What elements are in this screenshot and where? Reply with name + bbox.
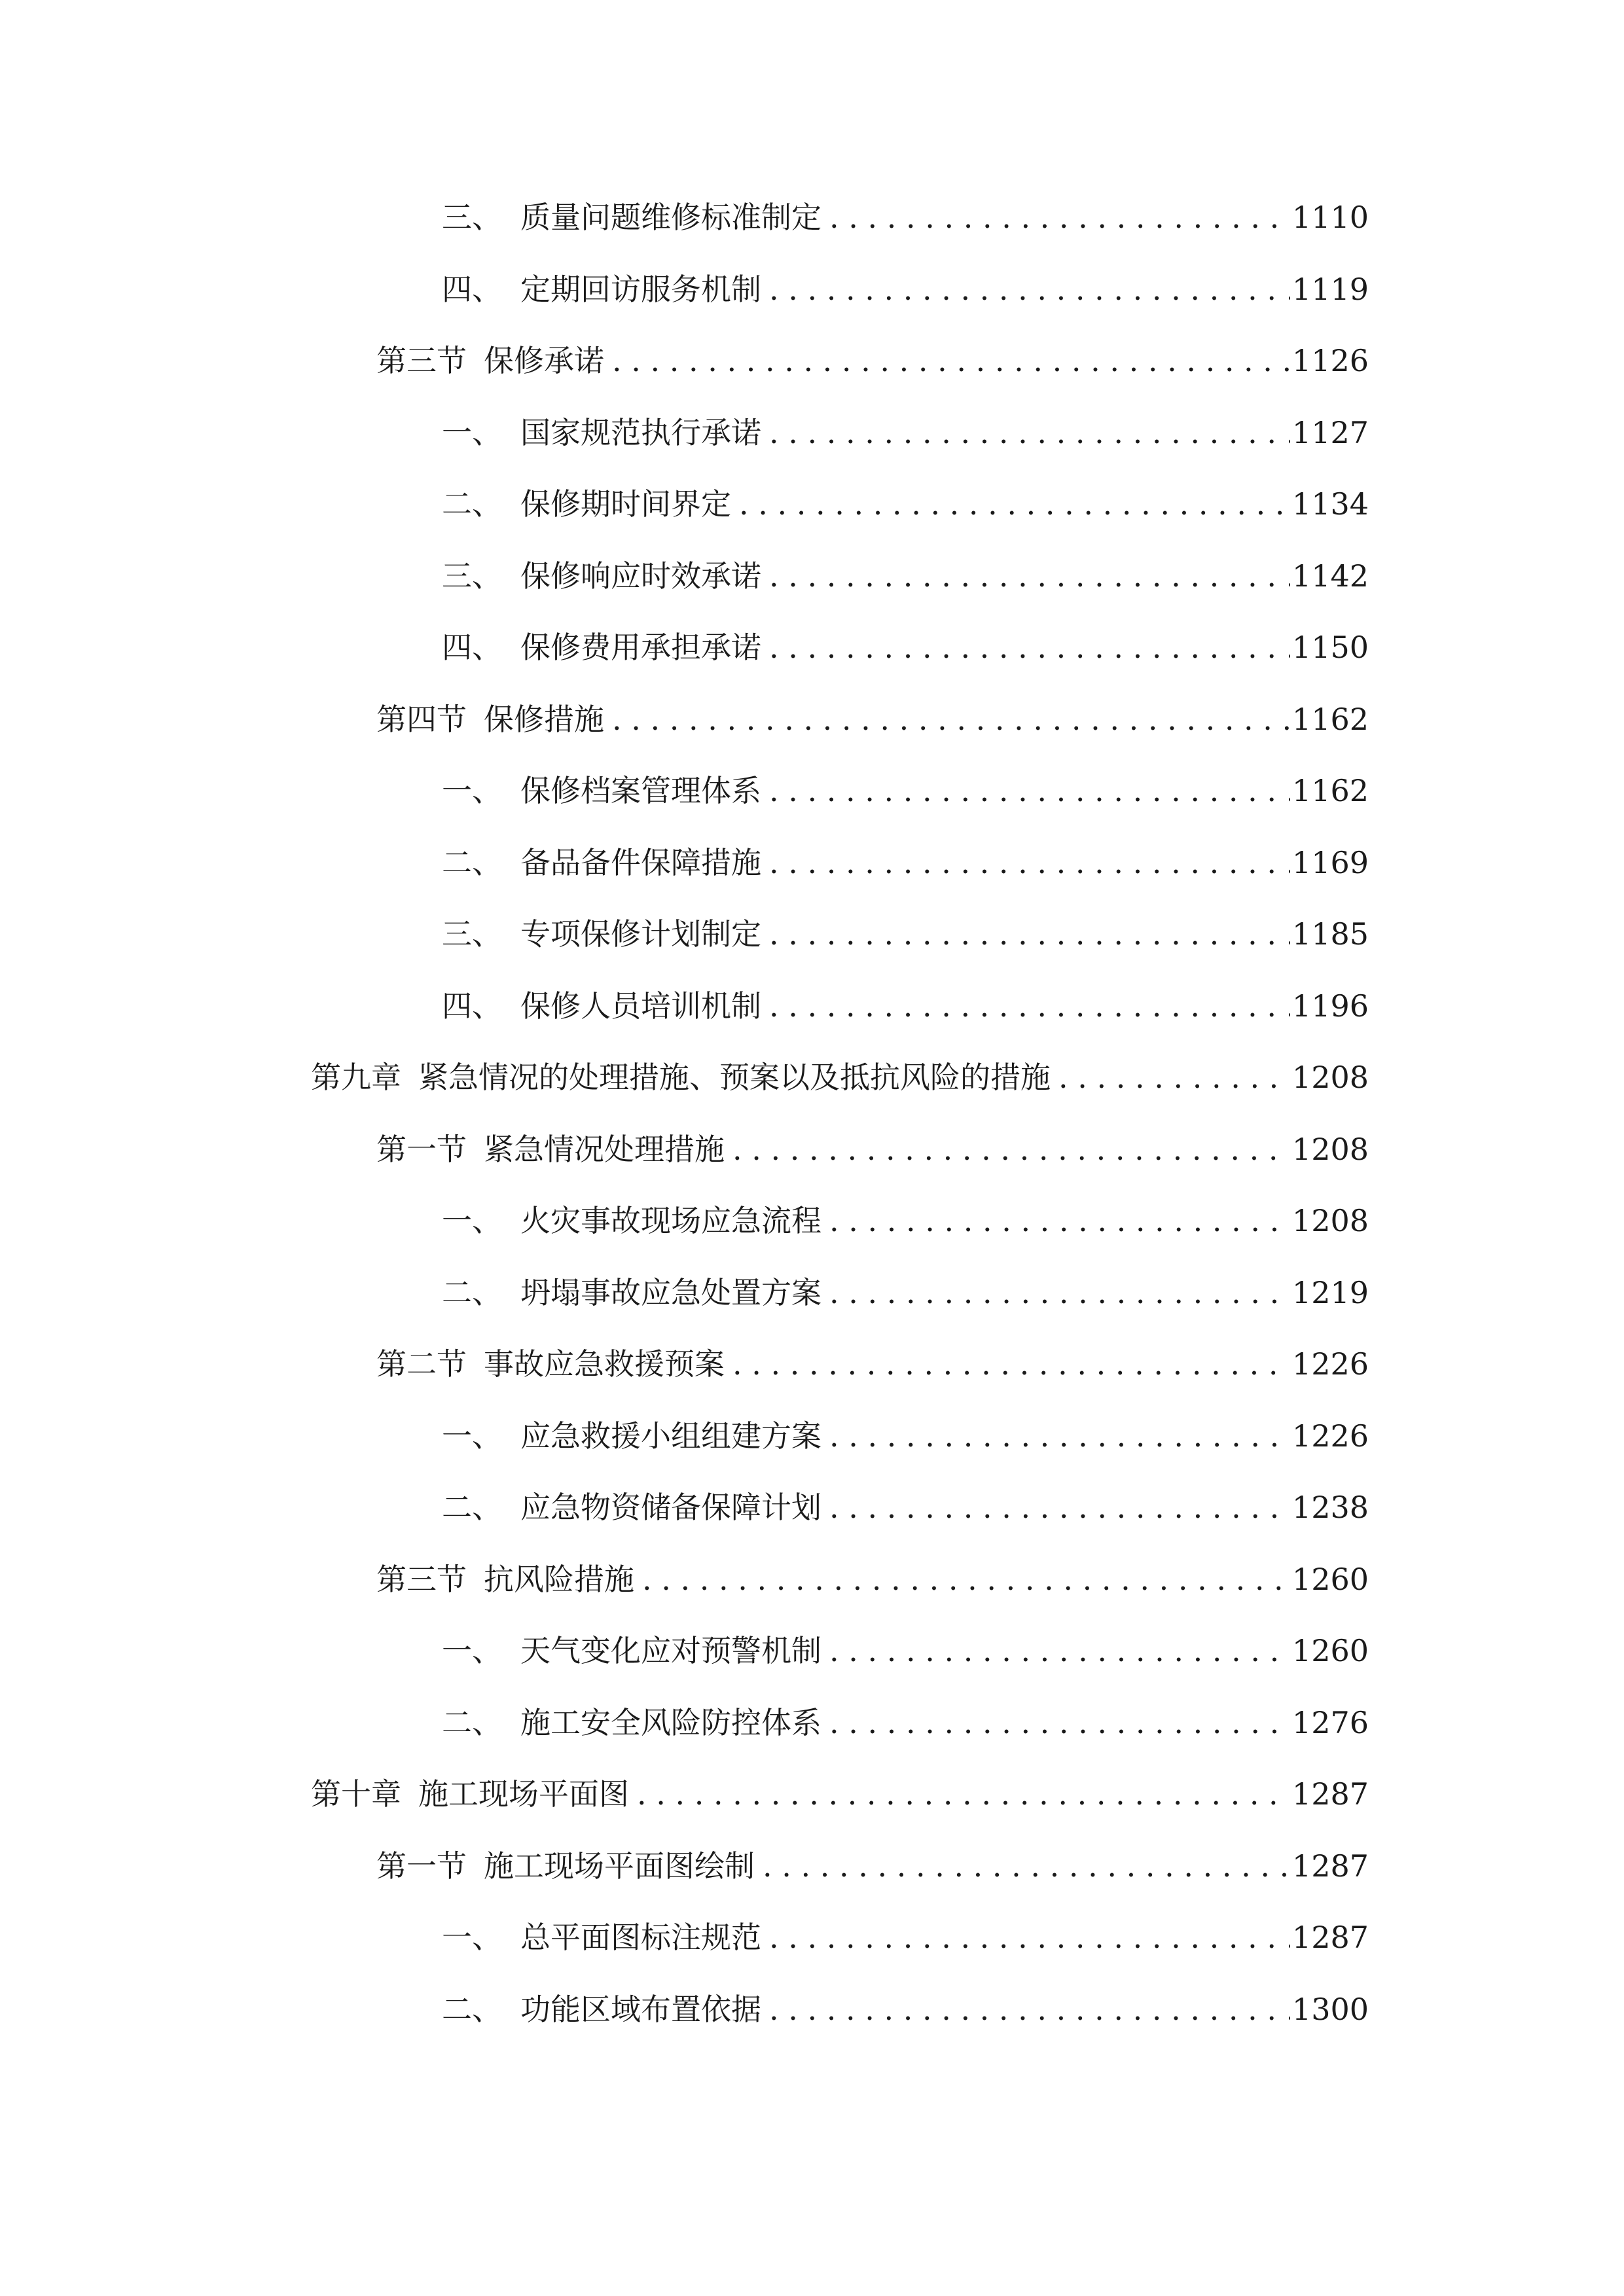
toc-entry-page: 1219 (1291, 1274, 1369, 1310)
toc-entry[interactable] (0, 755, 1624, 827)
toc-entry-number: 第三节 (376, 1561, 467, 1597)
toc-entry-number: 二、 (442, 1704, 502, 1740)
toc-entry-number: 第十章 (311, 1776, 401, 1812)
toc-dot-leader (761, 827, 1290, 899)
toc-entry-page: 1260 (1291, 1633, 1369, 1668)
toc-entry-title: 施工现场平面图 (418, 1776, 629, 1812)
toc-dot-leader (761, 612, 1290, 684)
toc-entry-title: 功能区域布置依据 (520, 1991, 761, 2027)
toc-dot-leader (634, 1544, 1290, 1616)
toc-entry-title: 保修措施 (484, 701, 604, 737)
toc-dot-leader (821, 1687, 1290, 1759)
toc-dot-leader (761, 397, 1290, 469)
toc-dot-leader (604, 325, 1290, 397)
toc-entry[interactable] (0, 827, 1624, 899)
toc-entry[interactable] (0, 1974, 1624, 2046)
toc-entry[interactable] (0, 397, 1624, 469)
toc-entry[interactable] (0, 469, 1624, 541)
toc-entry[interactable] (0, 1401, 1624, 1473)
toc-entry[interactable] (0, 1544, 1624, 1616)
toc-entry-page: 1150 (1291, 630, 1369, 665)
toc-entry[interactable] (0, 1114, 1624, 1186)
toc-entry[interactable] (0, 1257, 1624, 1329)
toc-entry[interactable] (0, 325, 1624, 397)
toc-entry-title: 天气变化应对预警机制 (520, 1633, 821, 1668)
toc-entry-title: 质量问题维修标准制定 (520, 200, 821, 235)
toc-entry-page: 1287 (1291, 1920, 1369, 1955)
toc-entry-number: 四、 (442, 988, 502, 1024)
toc-dot-leader (761, 755, 1290, 827)
toc-entry-title: 紧急情况的处理措施、预案以及抵抗风险的措施 (418, 1060, 1051, 1095)
toc-dot-leader (761, 254, 1290, 326)
toc-dot-leader (731, 469, 1290, 541)
toc-dot-leader (725, 1114, 1290, 1186)
toc-dot-leader (821, 1615, 1290, 1687)
toc-entry-title: 总平面图标注规范 (520, 1920, 761, 1955)
toc-entry-number: 三、 (442, 200, 502, 235)
toc-entry[interactable] (0, 1615, 1624, 1687)
toc-entry[interactable] (0, 1759, 1624, 1831)
toc-entry-page: 1238 (1291, 1490, 1369, 1525)
toc-entry-number: 一、 (442, 414, 502, 450)
toc-entry[interactable] (0, 1902, 1624, 1974)
toc-entry-number: 四、 (442, 630, 502, 665)
toc-entry-number: 第一节 (376, 1131, 467, 1167)
toc-entry-page: 1226 (1291, 1418, 1369, 1454)
toc-entry-page: 1110 (1291, 200, 1369, 235)
toc-entry-page: 1287 (1291, 1848, 1369, 1884)
toc-entry-title: 施工安全风险防控体系 (520, 1704, 821, 1740)
toc-entry-number: 一、 (442, 1633, 502, 1668)
toc-entry[interactable] (0, 684, 1624, 756)
toc-entry-title: 应急救援小组组建方案 (520, 1418, 821, 1454)
toc-entry-page: 1169 (1291, 844, 1369, 880)
toc-dot-leader (761, 1974, 1290, 2046)
toc-entry[interactable] (0, 612, 1624, 684)
toc-entry-number: 第四节 (376, 701, 467, 737)
toc-dot-leader (629, 1759, 1290, 1831)
toc-dot-leader (821, 182, 1290, 254)
toc-dot-leader (761, 971, 1290, 1043)
toc-entry-number: 四、 (442, 271, 502, 307)
toc-entry-title: 定期回访服务机制 (520, 271, 761, 307)
toc-entry-number: 二、 (442, 844, 502, 880)
toc-dot-leader (725, 1329, 1290, 1401)
toc-entry[interactable] (0, 1831, 1624, 1903)
toc-entry-number: 三、 (442, 558, 502, 594)
toc-entry-title: 施工现场平面图绘制 (484, 1848, 755, 1884)
toc-entry-page: 1142 (1291, 558, 1369, 594)
toc-dot-leader (604, 684, 1290, 756)
table-of-contents (0, 182, 1624, 2045)
toc-entry[interactable] (0, 254, 1624, 326)
toc-entry-page: 1260 (1291, 1561, 1369, 1597)
toc-entry-number: 一、 (442, 1203, 502, 1238)
toc-entry-title: 保修档案管理体系 (520, 773, 761, 808)
toc-entry-number: 二、 (442, 1991, 502, 2027)
toc-entry-title: 紧急情况处理措施 (484, 1131, 725, 1167)
toc-entry-number: 第二节 (376, 1346, 467, 1382)
toc-entry-title: 事故应急救援预案 (484, 1346, 725, 1382)
toc-entry-page: 1300 (1291, 1991, 1369, 2027)
toc-entry-page: 1226 (1291, 1346, 1369, 1382)
toc-entry[interactable] (0, 1472, 1624, 1544)
toc-entry[interactable] (0, 1042, 1624, 1114)
toc-entry[interactable] (0, 1329, 1624, 1401)
toc-entry[interactable] (0, 1687, 1624, 1759)
toc-entry-title: 保修响应时效承诺 (520, 558, 761, 594)
toc-entry-page: 1162 (1291, 701, 1369, 737)
toc-entry-title: 坍塌事故应急处置方案 (520, 1274, 821, 1310)
toc-dot-leader (761, 1902, 1290, 1974)
toc-entry-page: 1185 (1291, 916, 1369, 952)
toc-entry-page: 1208 (1291, 1131, 1369, 1167)
toc-entry-number: 二、 (442, 1490, 502, 1525)
toc-entry-page: 1162 (1291, 773, 1369, 808)
toc-entry-page: 1134 (1291, 486, 1369, 522)
toc-entry-title: 保修承诺 (484, 343, 604, 378)
toc-entry[interactable] (0, 971, 1624, 1043)
toc-entry-title: 抗风险措施 (484, 1561, 634, 1597)
toc-entry-number: 一、 (442, 1418, 502, 1454)
toc-entry-title: 国家规范执行承诺 (520, 414, 761, 450)
toc-entry-number: 一、 (442, 773, 502, 808)
toc-entry[interactable] (0, 541, 1624, 613)
toc-entry-number: 第九章 (311, 1060, 401, 1095)
toc-entry-page: 1126 (1291, 343, 1369, 378)
toc-entry-title: 火灾事故现场应急流程 (520, 1203, 821, 1238)
toc-dot-leader (761, 899, 1290, 971)
toc-entry[interactable] (0, 182, 1624, 254)
toc-entry-title: 应急物资储备保障计划 (520, 1490, 821, 1525)
toc-entry-page: 1208 (1291, 1203, 1369, 1238)
toc-entry-page: 1196 (1291, 988, 1369, 1024)
toc-entry-number: 三、 (442, 916, 502, 952)
toc-entry-page: 1276 (1291, 1704, 1369, 1740)
toc-entry-title: 保修费用承担承诺 (520, 630, 761, 665)
toc-dot-leader (821, 1472, 1290, 1544)
toc-dot-leader (755, 1831, 1290, 1903)
toc-dot-leader (1051, 1042, 1290, 1114)
toc-entry[interactable] (0, 899, 1624, 971)
toc-entry[interactable] (0, 1185, 1624, 1257)
toc-entry-number: 二、 (442, 486, 502, 522)
toc-dot-leader (821, 1257, 1290, 1329)
toc-dot-leader (821, 1185, 1290, 1257)
toc-entry-title: 专项保修计划制定 (520, 916, 761, 952)
toc-entry-title: 保修人员培训机制 (520, 988, 761, 1024)
toc-dot-leader (761, 541, 1290, 613)
toc-entry-page: 1127 (1291, 414, 1369, 450)
toc-dot-leader (821, 1401, 1290, 1473)
toc-entry-number: 二、 (442, 1274, 502, 1310)
toc-entry-number: 第三节 (376, 343, 467, 378)
toc-entry-number: 第一节 (376, 1848, 467, 1884)
toc-entry-page: 1287 (1291, 1776, 1369, 1812)
toc-entry-page: 1208 (1291, 1060, 1369, 1095)
toc-entry-page: 1119 (1291, 271, 1369, 307)
toc-entry-number: 一、 (442, 1920, 502, 1955)
toc-entry-title: 保修期时间界定 (520, 486, 731, 522)
toc-entry-title: 备品备件保障措施 (520, 844, 761, 880)
